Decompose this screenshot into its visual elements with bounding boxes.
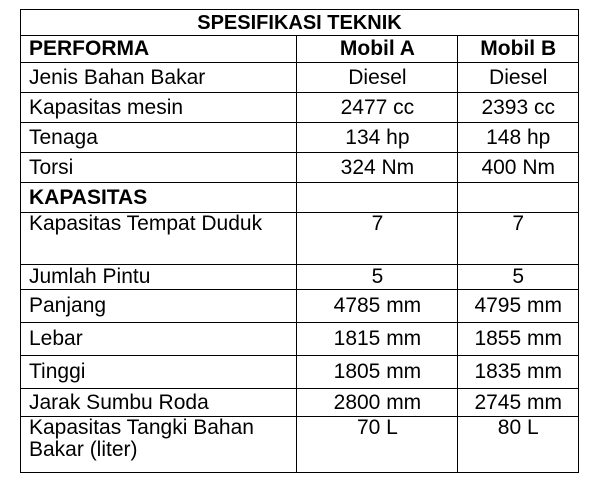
row-label: Jumlah Pintu xyxy=(21,265,297,290)
mobil-b-value: 2745 mm xyxy=(458,389,579,417)
mobil-b-value: Diesel xyxy=(458,63,579,93)
table-row xyxy=(21,356,579,389)
mobil-b-value: 80 L xyxy=(458,417,579,473)
mobil-b-value: 5 xyxy=(458,265,579,290)
table-row xyxy=(21,389,579,417)
mobil-b-value: 7 xyxy=(458,213,579,265)
mobil-b-value: 148 hp xyxy=(458,123,579,153)
mobil-a-header: Mobil A xyxy=(297,36,458,63)
row-label: Tenaga xyxy=(21,123,297,153)
mobil-b-value: 2393 cc xyxy=(458,93,579,123)
mobil-a-value: 1805 mm xyxy=(297,356,458,389)
table-row xyxy=(21,93,579,123)
mobil-a-value: 2800 mm xyxy=(297,389,458,417)
table-row xyxy=(21,213,579,265)
kapasitas-section-label: KAPASITAS xyxy=(21,183,297,213)
row-label: Lebar xyxy=(21,323,297,356)
row-label: Jarak Sumbu Roda xyxy=(21,389,297,417)
title-row xyxy=(21,10,579,36)
table-title: SPESIFIKASI TEKNIK xyxy=(21,10,579,36)
row-label: Kapasitas mesin xyxy=(21,93,297,123)
table-row xyxy=(21,417,579,473)
mobil-a-value: 5 xyxy=(297,265,458,290)
mobil-b-value: 1835 mm xyxy=(458,356,579,389)
kapasitas-header-row xyxy=(21,183,579,213)
mobil-a-value: 2477 cc xyxy=(297,93,458,123)
row-label: Tinggi xyxy=(21,356,297,389)
mobil-b-value: 4795 mm xyxy=(458,290,579,323)
mobil-a-value: 4785 mm xyxy=(297,290,458,323)
table-row xyxy=(21,153,579,183)
table-row xyxy=(21,123,579,153)
table-row xyxy=(21,63,579,93)
mobil-a-value: 70 L xyxy=(297,417,458,473)
mobil-a-value: Diesel xyxy=(297,63,458,93)
mobil-b-value: 1855 mm xyxy=(458,323,579,356)
table-row xyxy=(21,265,579,290)
mobil-a-value: 324 Nm xyxy=(297,153,458,183)
mobil-b-value: 400 Nm xyxy=(458,153,579,183)
mobil-a-value: 7 xyxy=(297,213,458,265)
mobil-a-value: 134 hp xyxy=(297,123,458,153)
performa-header-row xyxy=(21,36,579,63)
empty-cell xyxy=(297,183,458,213)
row-label: Torsi xyxy=(21,153,297,183)
empty-cell xyxy=(458,183,579,213)
row-label: Kapasitas Tempat Duduk xyxy=(21,213,297,265)
performa-section-label: PERFORMA xyxy=(21,36,297,63)
mobil-b-header: Mobil B xyxy=(458,36,579,63)
row-label: Kapasitas Tangki Bahan Bakar (liter) xyxy=(21,417,297,473)
mobil-a-value: 1815 mm xyxy=(297,323,458,356)
table-row xyxy=(21,290,579,323)
spec-table xyxy=(20,9,579,473)
row-label: Panjang xyxy=(21,290,297,323)
row-label: Jenis Bahan Bakar xyxy=(21,63,297,93)
table-row xyxy=(21,323,579,356)
